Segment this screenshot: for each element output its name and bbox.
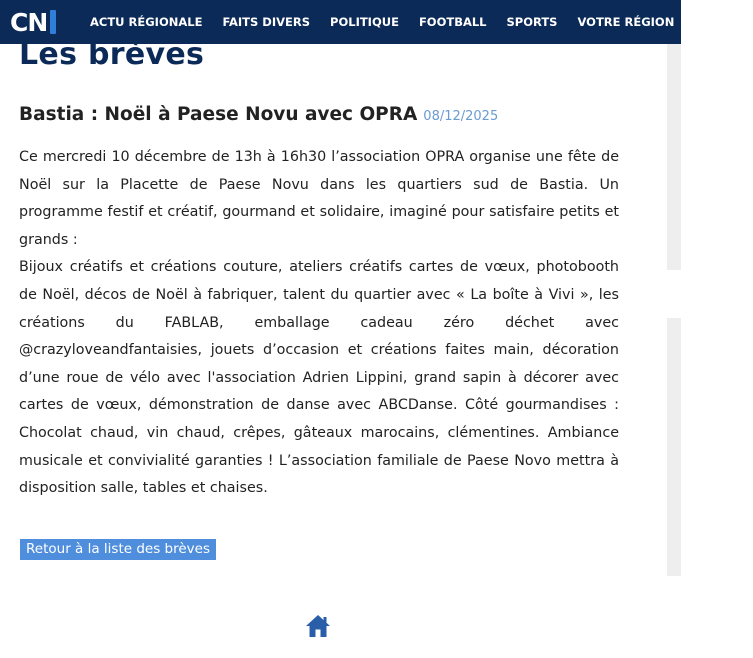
sidebar-panel-bottom (667, 318, 681, 576)
article-body (19, 144, 619, 503)
home-icon[interactable] (305, 614, 331, 638)
nav-item-actu-regionale[interactable]: ACTU RÉGIONALE (90, 15, 203, 29)
page-title: Les brèves (19, 37, 205, 72)
nav-item-football[interactable]: FOOTBALL (418, 15, 487, 29)
article-paragraph-1: Ce mercredi 10 décembre de 13h à 16h30 l’association OPRA organise une fête de Noël sur la Placette de Paese Novu dans les quartiers sud de Bastia. Un programme festif et créatif, gourmand et solidaire, imaginé pour satisfaire petits et grands : (19, 149, 619, 248)
sidebar-panel-top (667, 44, 681, 270)
nav-item-votre-region[interactable]: VOTRE RÉGION (577, 15, 675, 29)
logo-text: CN (10, 7, 48, 37)
back-to-list-button[interactable]: Retour à la liste des brèves (20, 539, 216, 560)
article-date: 08/12/2025 (423, 109, 499, 124)
site-logo[interactable] (10, 6, 56, 38)
nav-item-sports[interactable]: SPORTS (506, 15, 558, 29)
article-title: Bastia : Noël à Paese Novu avec OPRA (19, 104, 418, 125)
article-headline (19, 104, 498, 125)
nav-item-monde[interactable]: MONDE (694, 15, 743, 29)
nav-item-faits-divers[interactable]: FAITS DIVERS (222, 15, 311, 29)
article-paragraph-2: Bijoux créatifs et créations couture, ateliers créatifs cartes de vœux, photobooth de Noël, décos de Noël à fabriquer, talent du quartier avec « La boîte à Vivi », les créations du FABLAB, emballage cadeau zéro déchet avec @crazyloveandfantaisies, jouets d’occasion et créations faites main, décoration d’une roue de vélo avec l'association Adrien Lippini, grand sapin à décorer avec cartes de vœux, démonstration de danse avec ABCDanse. Côté gourmandises : Chocolat chaud, vin chaud, crêpes, gâteaux marocains, clémentines. Ambiance musicale et convivialité garanties ! L’association familiale de Paese Novo mettra à disposition salle, tables et chaises. (19, 259, 619, 497)
nav-item-politique[interactable]: POLITIQUE (330, 15, 399, 29)
logo-mark (50, 10, 56, 34)
